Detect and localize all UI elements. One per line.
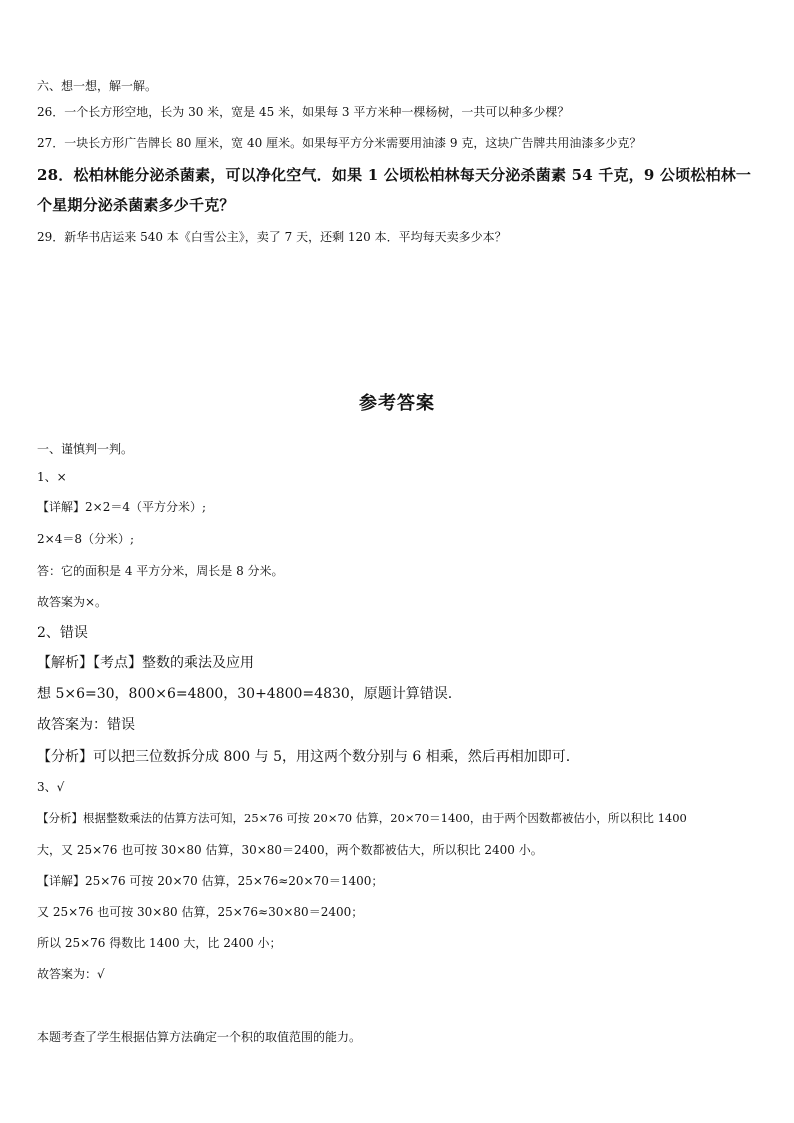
answer-3-detail-line-3: 所以 25×76 得数比 1400 大，比 2400 小； (37, 936, 282, 950)
section-heading: 六、想一想，解一解。 (37, 79, 158, 93)
answer-2-reasoning: 想 5×6=30，800×6=4800，30+4800=4830，原题计算错误. (37, 686, 453, 702)
page-title: 参考答案 (359, 393, 435, 414)
answer-1-detail: 【详解】2×2＝4（平方分米）; (37, 500, 207, 514)
answer-3-comment: 本题考查了学生根据估算方法确定一个积的取值范围的能力。 (37, 1030, 362, 1044)
answer-1-conclusion: 故答案为×。 (37, 595, 108, 609)
answer-2-mark: 2、错误 (37, 625, 88, 641)
answer-1-mark: 1、× (37, 470, 67, 484)
question-27: 27．一块长方形广告牌长 80 厘米，宽 40 厘米。如果每平方分米需要用油漆 9 克，这块广告牌共用油漆多少克？ (37, 136, 642, 150)
question-29: 29．新华书店运来 540 本《白雪公主》，卖了 7 天，还剩 120 本．平均每天卖多少本？ (37, 230, 507, 244)
answer-1-calc: 2×4＝8（分米）; (37, 532, 135, 546)
question-26: 26．一个长方形空地，长为 30 米，宽是 45 米，如果每 3 平方米种一棵杨树，一共可以种多少棵？ (37, 105, 570, 119)
answer-2-topic: 【解析】【考点】整数的乘法及应用 (37, 655, 254, 671)
answer-3-analysis-line-2: 大，又 25×76 也可按 30×80 估算，30×80＝2400，两个数都被估大，所以积比 2400 小。 (37, 843, 543, 857)
question-28: 28．松柏林能分泌杀菌素，可以净化空气．如果 1 公顷松柏林每天分泌杀菌素 54 千克，9 公顷松柏林一个星期分泌杀菌素多少千克？ (37, 166, 752, 214)
answer-1-reply: 答：它的面积是 4 平方分米，周长是 8 分米。 (37, 564, 284, 578)
answer-3-mark: 3、√ (37, 780, 65, 794)
answer-3-conclusion: 故答案为：√ (37, 967, 105, 981)
answers-part-heading: 一、谨慎判一判。 (37, 442, 134, 456)
answer-3-detail-line-2: 又 25×76 也可按 30×80 估算，25×76≈30×80＝2400； (37, 905, 364, 919)
answer-2-conclusion: 故答案为：错误 (37, 717, 135, 733)
answer-2-analysis: 【分析】可以把三位数拆分成 800 与 5，用这两个数分别与 6 相乘，然后再相加即可. (37, 749, 571, 765)
answer-3-analysis-line-1: 【分析】根据整数乘法的估算方法可知，25×76 可按 20×70 估算，20×70＝1400，由于两个因数都被估小，所以积比 1400 (37, 811, 687, 825)
answer-3-detail-line-1: 【详解】25×76 可按 20×70 估算，25×76≈20×70＝1400； (37, 874, 384, 888)
